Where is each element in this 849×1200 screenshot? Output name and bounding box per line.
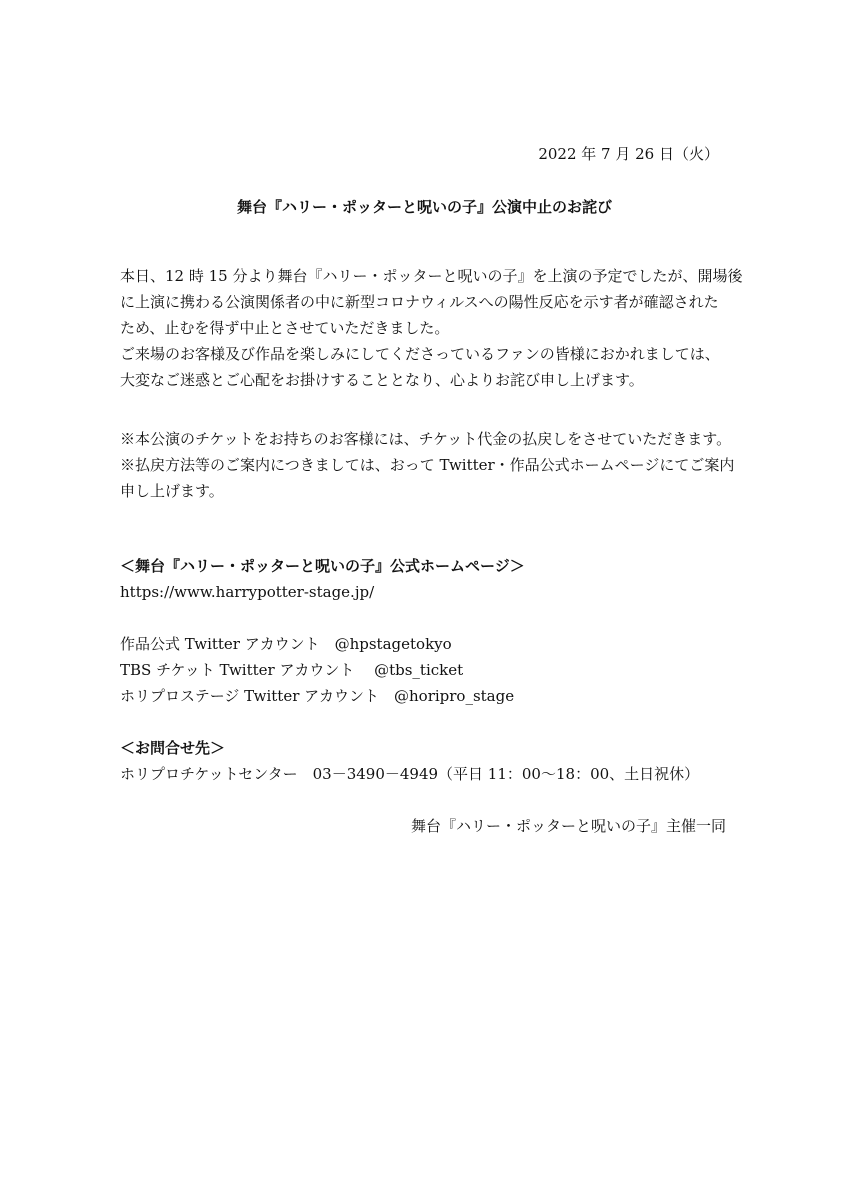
apology-paragraph bbox=[120, 263, 743, 393]
inquiry-heading: ＜お問合せ先＞ bbox=[120, 739, 226, 757]
homepage-link[interactable]: https://www.harrypotter-stage.jp/ bbox=[120, 583, 375, 601]
note-line: ※本公演のチケットをお持ちのお客様には、チケット代金の払戻しをさせていただきます。 bbox=[120, 430, 732, 448]
document-title: 舞台『ハリー・ポッターと呪いの子』公演中止のお詫び bbox=[236, 198, 612, 216]
paragraph-line: 大変なご迷惑とご心配をお掛けすることとなり、心よりお詫び申し上げます。 bbox=[120, 371, 644, 389]
paragraph-line: ご来場のお客様及び作品を楽しみにしてくださっているファンの皆様におかれましては、 bbox=[120, 345, 720, 363]
signature: 舞台『ハリー・ポッターと呪いの子』主催一同 bbox=[410, 817, 726, 835]
note-line: 申し上げます。 bbox=[120, 482, 224, 500]
inquiry-contact: ホリプロチケットセンター 03－3490－4949（平日 11：00～18：00、土日祝休） bbox=[120, 765, 700, 783]
homepage-heading: ＜舞台『ハリー・ポッターと呪いの子』公式ホームページ＞ bbox=[120, 557, 525, 575]
refund-notes bbox=[120, 426, 740, 504]
twitter-accounts bbox=[120, 631, 740, 709]
document-date: 2022 年 7 月 26 日（火） bbox=[538, 145, 719, 163]
twitter-account-line: TBS チケット Twitter アカウント @tbs_ticket bbox=[120, 661, 464, 679]
paragraph-line: ため、止むを得ず中止とさせていただきました。 bbox=[120, 319, 450, 337]
twitter-account-line: ホリプロステージ Twitter アカウント @horipro_stage bbox=[120, 687, 515, 705]
twitter-account-line: 作品公式 Twitter アカウント @hpstagetokyo bbox=[120, 635, 452, 653]
paragraph-line: 本日、12 時 15 分より舞台『ハリー・ポッターと呪いの子』を上演の予定でしたが、開場後 bbox=[120, 267, 743, 285]
paragraph-line: に上演に携わる公演関係者の中に新型コロナウィルスへの陽性反応を示す者が確認された bbox=[120, 293, 719, 311]
note-line: ※払戻方法等のご案内につきましては、おって Twitter・作品公式ホームページにてご案内 bbox=[120, 456, 735, 474]
